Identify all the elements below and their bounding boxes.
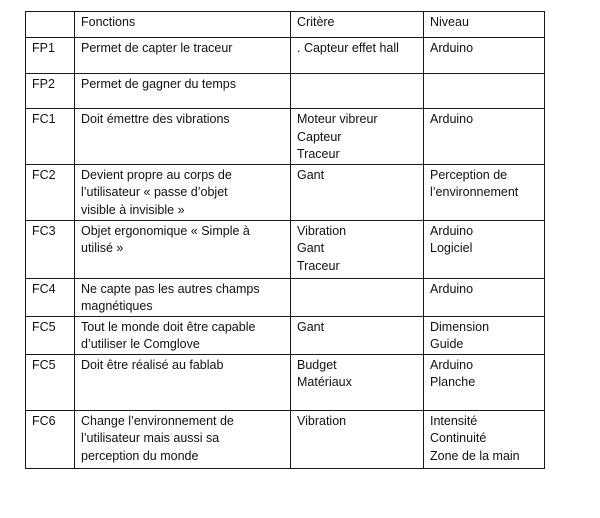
critere-line: Traceur bbox=[297, 258, 340, 273]
row-fonction bbox=[75, 164, 291, 220]
row-critere bbox=[291, 354, 424, 410]
row-fonction bbox=[75, 354, 291, 410]
row-fonction bbox=[75, 278, 291, 316]
niveau-line: Perception de bbox=[430, 167, 508, 182]
row-niveau bbox=[424, 220, 545, 278]
niveau-line: Planche bbox=[430, 375, 476, 389]
niveau-line: Guide bbox=[430, 337, 464, 351]
niveau-line: Continuité bbox=[430, 431, 487, 445]
fonction-line: Tout le monde doit être capable bbox=[81, 319, 256, 334]
row-niveau bbox=[424, 354, 545, 410]
critere-line: Capteur bbox=[297, 129, 342, 144]
row-code: FC1 bbox=[26, 109, 75, 165]
fonction-line: utilisé » bbox=[81, 241, 124, 255]
fonction-line: Permet de capter le traceur bbox=[81, 41, 233, 55]
row-fonction bbox=[75, 410, 291, 468]
fonction-line: Ne capte pas les autres champs bbox=[81, 281, 260, 296]
functions-table bbox=[25, 11, 545, 469]
fonction-line: Objet ergonomique « Simple à bbox=[81, 223, 250, 238]
niveau-line: Arduino bbox=[430, 281, 474, 296]
row-niveau bbox=[424, 278, 545, 316]
table-row bbox=[26, 109, 545, 165]
row-critere bbox=[291, 316, 424, 354]
critere-line: Vibration bbox=[297, 413, 347, 428]
fonction-line: Change l’environnement de bbox=[81, 413, 234, 428]
row-niveau bbox=[424, 316, 545, 354]
row-fonction bbox=[75, 38, 291, 74]
fonction-line: perception du monde bbox=[81, 448, 199, 463]
table-row bbox=[26, 164, 545, 220]
fonction-line: magnétiques bbox=[81, 299, 153, 313]
niveau-line: l’environnement bbox=[430, 185, 519, 199]
niveau-line: Intensité bbox=[430, 413, 478, 428]
fonction-line: Doit émettre des vibrations bbox=[81, 112, 230, 126]
table-header-row bbox=[26, 12, 545, 38]
critere-line: Matériaux bbox=[297, 375, 352, 389]
critere-line: Gant bbox=[297, 167, 325, 182]
row-niveau bbox=[424, 109, 545, 165]
row-niveau bbox=[424, 74, 545, 109]
fonction-line: visible à invisible » bbox=[81, 202, 185, 217]
critere-line: . Capteur effet hall bbox=[297, 41, 399, 55]
critere-line: Traceur bbox=[297, 147, 340, 161]
table-row bbox=[26, 316, 545, 354]
header-niveau: Niveau bbox=[424, 12, 545, 38]
header-code bbox=[26, 12, 75, 38]
fonction-line: Permet de gagner du temps bbox=[81, 77, 236, 91]
row-fonction bbox=[75, 109, 291, 165]
row-code: FC5 bbox=[26, 354, 75, 410]
niveau-line: Arduino bbox=[430, 357, 474, 372]
table-row bbox=[26, 354, 545, 410]
niveau-line: Logiciel bbox=[430, 241, 473, 255]
row-code: FC2 bbox=[26, 164, 75, 220]
critere-line: Gant bbox=[297, 319, 325, 334]
fonction-line: d’utiliser le Comglove bbox=[81, 337, 200, 351]
row-critere bbox=[291, 220, 424, 278]
niveau-line: Arduino bbox=[430, 112, 474, 126]
row-code: FC6 bbox=[26, 410, 75, 468]
row-fonction bbox=[75, 220, 291, 278]
critere-line: Budget bbox=[297, 357, 337, 372]
row-code: FC5 bbox=[26, 316, 75, 354]
fonction-line: l’utilisateur mais aussi sa bbox=[81, 431, 220, 445]
table-body bbox=[26, 38, 545, 469]
niveau-line: Arduino bbox=[430, 41, 474, 55]
row-niveau bbox=[424, 38, 545, 74]
fonction-line: Devient propre au corps de bbox=[81, 167, 232, 182]
critere-line: Gant bbox=[297, 241, 325, 255]
table-row bbox=[26, 220, 545, 278]
table-row bbox=[26, 38, 545, 74]
row-niveau bbox=[424, 410, 545, 468]
row-critere bbox=[291, 164, 424, 220]
row-niveau bbox=[424, 164, 545, 220]
header-fonctions: Fonctions bbox=[75, 12, 291, 38]
row-fonction bbox=[75, 316, 291, 354]
row-code: FC3 bbox=[26, 220, 75, 278]
row-code: FC4 bbox=[26, 278, 75, 316]
niveau-line: Dimension bbox=[430, 319, 490, 334]
niveau-line: Arduino bbox=[430, 223, 474, 238]
critere-line: Vibration bbox=[297, 223, 347, 238]
row-fonction bbox=[75, 74, 291, 109]
row-code: FP1 bbox=[26, 38, 75, 74]
row-code: FP2 bbox=[26, 74, 75, 109]
row-critere bbox=[291, 410, 424, 468]
row-critere bbox=[291, 38, 424, 74]
table-row bbox=[26, 278, 545, 316]
row-critere bbox=[291, 109, 424, 165]
header-critere: Critère bbox=[291, 12, 424, 38]
table-row bbox=[26, 410, 545, 468]
fonction-line: Doit être réalisé au fablab bbox=[81, 357, 224, 372]
fonction-line: l’utilisateur « passe d’objet bbox=[81, 185, 228, 199]
critere-line: Moteur vibreur bbox=[297, 112, 378, 126]
niveau-line: Zone de la main bbox=[430, 448, 520, 463]
row-critere bbox=[291, 278, 424, 316]
table-row bbox=[26, 74, 545, 109]
row-critere bbox=[291, 74, 424, 109]
